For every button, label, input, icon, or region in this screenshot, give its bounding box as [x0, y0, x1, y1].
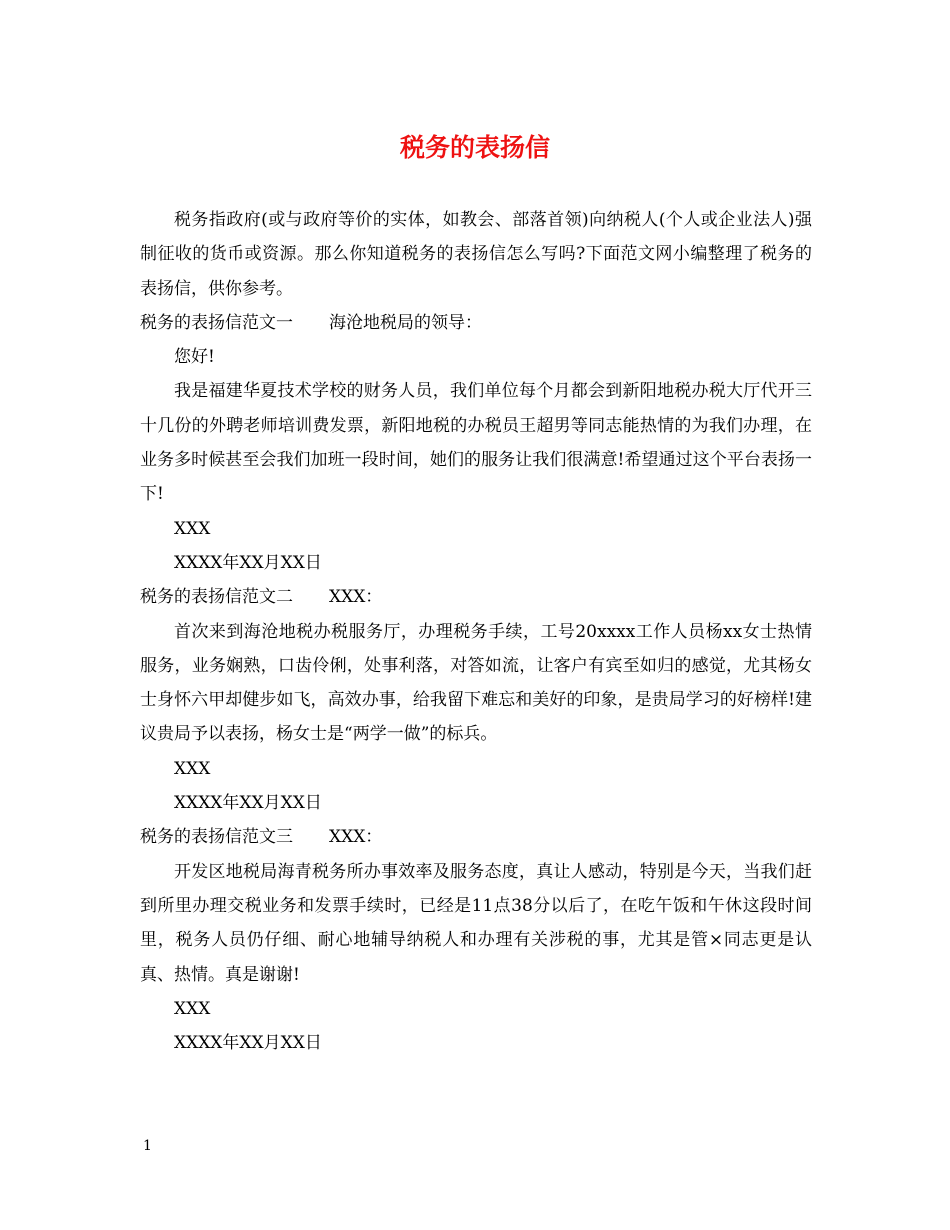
date: XXXX年XX月XX日	[174, 793, 322, 814]
section-heading-line	[140, 820, 812, 854]
section-body: 我是福建华夏技术学校的财务人员，我们单位每个月都会到新阳地税办税大厅代开三十几份的外聘老师培训费发票，新阳地税的办税员王超男等同志能热情的为我们办理，在业务多时候甚至会我们加班一段时间，她们的服务让我们很满意!希望通过这个平台表扬一下!	[140, 381, 812, 505]
date: XXXX年XX月XX日	[174, 552, 322, 573]
signature: XXX	[174, 518, 211, 539]
section-recipient: XXX：	[329, 587, 383, 608]
date: XXXX年XX月XX日	[174, 1033, 322, 1054]
section-recipient: XXX：	[329, 827, 383, 848]
signature: XXX	[174, 998, 211, 1019]
intro-paragraph: 税务指政府(或与政府等价的实体，如教会、部落首领)向纳税人(个人或企业法人)强制征收的货币或资源。那么你知道税务的表扬信怎么写吗?下面范文网小编整理了税务的表扬信，供你参考。	[140, 210, 812, 299]
document-title: 税务的表扬信	[399, 133, 550, 162]
page-number: 1	[143, 1138, 152, 1154]
section-body: 首次来到海沧地税办税服务厅，办理税务手续，工号20xxxx工作人员杨xx女士热情服务，业务娴熟，口齿伶俐，处事利落，对答如流，让客户有宾至如归的感觉，尤其杨女士身怀六甲却健步如飞，高效办事，给我留下难忘和美好的印象，是贵局学习的好榜样!建议贵局予以表扬，杨女士是“两学一做”的标兵。	[140, 621, 812, 745]
section-heading: 税务的表扬信范文二	[140, 587, 293, 608]
section-heading: 税务的表扬信范文三	[140, 827, 293, 848]
greeting: 您好!	[174, 347, 215, 368]
section-heading-line	[140, 580, 812, 614]
document-body	[140, 203, 812, 1060]
section-body: 开发区地税局海青税务所办事效率及服务态度，真让人感动，特别是今天，当我们赶到所里办理交税业务和发票手续时，已经是11点38分以后了，在吃午饭和午休这段时间里，税务人员仍仔细、耐心地辅导纳税人和办理有关涉税的事，尤其是管×同志更是认真、热情。真是谢谢!	[140, 861, 812, 985]
section-heading-line	[140, 306, 812, 340]
section-heading: 税务的表扬信范文一	[140, 312, 293, 333]
signature: XXX	[174, 758, 211, 779]
section-recipient: 海沧地税局的领导：	[329, 312, 482, 333]
